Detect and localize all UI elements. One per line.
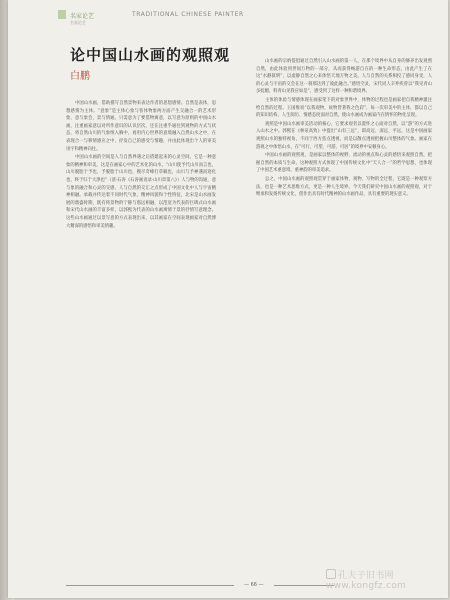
paragraph: 山水画的宗炳提倡通过自然引入山水画的第一人，在那个境界中从自身的修养出发观照自然，由此体验到世间万物的一部分，从而获得畅游自在的一种生命形态，由此产生了在这“水静狱明”，以虚静自然之心来体悟天地万物之美。人与自然的关系相投了感同身受，人的心灵与宇宙的交会在这一刹那达到了彼此融合。”感悟空灵，宋代词人辛弃疾曾以“我见青山多妩媚，料青山见我应如是”，感受到了这样一种和谐境界。: [256, 59, 432, 95]
footer-rule-left: [66, 585, 234, 586]
page-header: [58, 8, 438, 24]
article-title: 论中国山水画的观照观: [70, 46, 231, 64]
watermark-text: 孔夫子旧书网 www.kongfz.com: [326, 571, 407, 591]
header-section: 名家论艺: [70, 13, 95, 20]
header-sub: 名家论艺: [70, 20, 86, 25]
paragraph: 主体的体验与情感体现在画家笔下的对象世界中，体物的过程也是画家把自我精神灌注给自然的过程。王国维说“以我观物，故物皆著我之色彩”，每一次审美中的主体，都以自己的知识结构、人生阅历、情感态度面对自然，使山水画成为画家内在情怀的物化呈现。: [256, 97, 432, 119]
paragraph: 中国山水画的观照观，是画家以整体的视野、流动的视点和心灵的感悟来观照自然，把握自然的本质与生命。这种观照方式体现了中国传统文化中“天人合一”的哲学思想，也体现了中国艺术重意境、重神韵的审美追求。: [256, 153, 432, 174]
right-column: [256, 58, 432, 558]
article-author: 白鹏: [70, 71, 90, 82]
magazine-page: [8, 0, 448, 598]
paragraph: 中国山水画的空间是人与自然界遇之后搭建起来的心灵空间，它是一种意象的精神和审美，这是在画家心中的艺术化的山水，“山川使予代山川而言也，山川脱胎于予也，予脱胎于山川也，搜尽奇峰打草稿也，山川与予神遇而迹化也，终于归于大涤也”（清·石涛《石涛画语录·山川章第八》）人与物的沟通，意与象的融合和心灵的交感，人与自然的交汇之点形成了中国文化中人与宇宙精神相融。承载并传达着不同时代气象，精神风貌和个性特征，北宋是山水画发展的鼎盛时期，既有将景物的宁静与悠远相融，以范宽为代表的巨碑式山水画和宋代山水画的丰富多样，以郭熙为代表的山水画寓情于景的抒情写意理念。这些山水画通过以景写意的方式表现出来，以其画家在空间表现画家对自然博大精深的感悟和审美情趣。: [66, 155, 216, 229]
watermark-logo-icon: [326, 569, 336, 579]
header-english: TRADITIONAL CHINESE PAINTER: [132, 11, 244, 18]
watermark: [326, 568, 448, 591]
header-color-bar: [58, 10, 66, 19]
paragraph: 总之，中国山水画的观照观贯穿于画家体物、观物、写物的全过程，它既是一种观察方法，也是一种艺术思维方式，更是一种人生境界。今天我们研究中国山水画的观照观，对于继承和发扬传统文化，创作出具有时代精神的山水画作品，具有重要的现实意义。: [256, 176, 432, 198]
paragraph: 中国山水画，借助描写自然景物来表达作者的思想感情。自然是表体，思想感情为主体。“意象”是主体心象与客体物象两方面产生交融合一的艺术形象，意与象会，景与情通。只需意为了要借物寓意，以写意为原则的中国山水画，注重画家意以对所作意识的认识层次，还在注重乎通往到观物的方式与状态，将自然山川的气象纳入胸中，再用内心世界的意境融入自然山水之中，在表现合一与移情感应之中，抒发自己的感受与情趣，并由此体现出个人的审美宙宇和精神向往。: [66, 101, 216, 152]
paragraph: 观照是中国山水画审美活动的核心，它要求观者以澄怀之心面对自然，以“游”的方式进入山水之中。郭熙在《林泉高致》中提出“山有三远”，即高远、深远、平远，这是中国画家观照山水的独特视角，不同于西方焦点透视，而是以散点透视把握山川整体的气象。画家在游观之中体悟山水，在“可行、可望、可游、可居”的境界中安顿身心。: [256, 121, 432, 150]
left-column: [66, 100, 216, 555]
page-number: — 66 —: [244, 582, 264, 588]
footer-rule-right: [274, 585, 334, 586]
